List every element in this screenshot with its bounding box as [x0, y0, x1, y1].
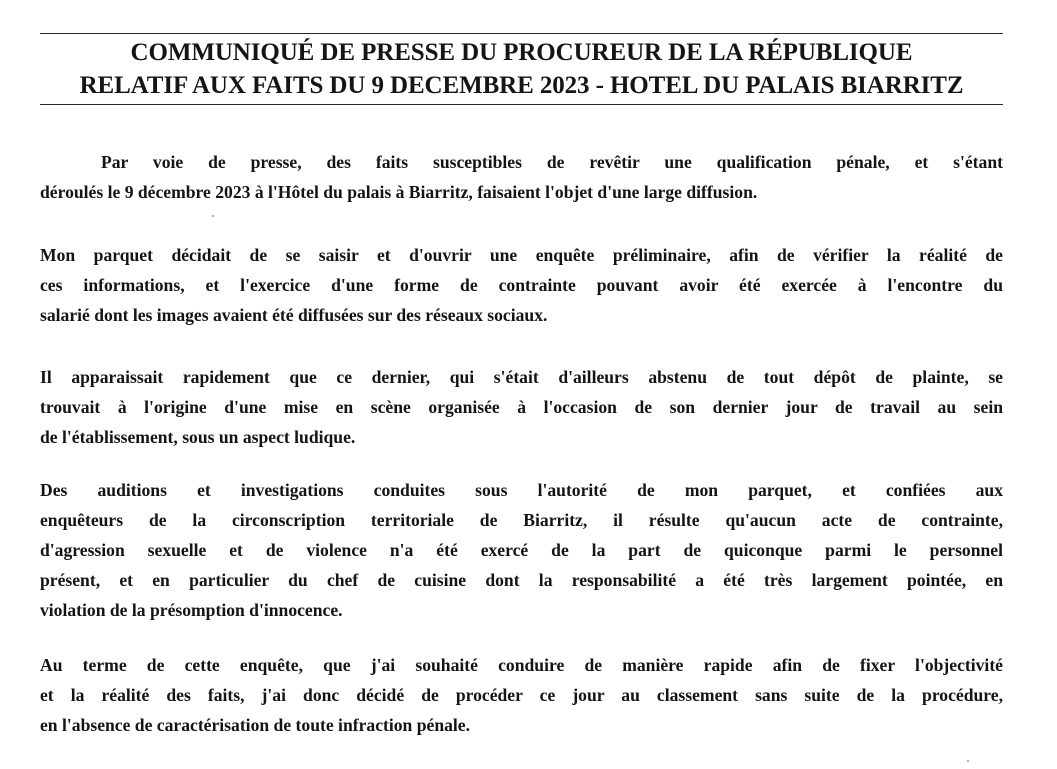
paragraph-line: ces informations, et l'exercice d'une forme de contrainte pouvant avoir été exercée à l'encontre du: [40, 275, 1003, 295]
paragraph-1: [40, 147, 1003, 207]
paragraph-line: enquêteurs de la circonscription territoriale de Biarritz, il résulte qu'aucun acte de contrainte,: [40, 510, 1003, 530]
paragraph-line: déroulés le 9 décembre 2023 à l'Hôtel du palais à Biarritz, faisaient l'objet d'une large diffusion.: [40, 182, 758, 202]
paragraph-3: [40, 362, 1003, 452]
paragraph-line: et la réalité des faits, j'ai donc décidé de procéder ce jour au classement sans suite de la procédure,: [40, 685, 1003, 705]
title-line-1: COMMUNIQUÉ DE PRESSE DU PROCUREUR DE LA RÉPUBLIQUE: [130, 39, 913, 66]
title-line-2: RELATIF AUX FAITS DU 9 DECEMBRE 2023 - HOTEL DU PALAIS BIARRITZ: [79, 72, 964, 99]
paragraph-4: [40, 475, 1003, 625]
paragraph-line: trouvait à l'origine d'une mise en scène organisée à l'occasion de son dernier jour de travail au sein: [40, 397, 1003, 417]
paragraph-5: [40, 650, 1003, 740]
paragraph-line: Mon parquet décidait de se saisir et d'ouvrir une enquête préliminaire, afin de vérifier la réalité de: [40, 245, 1003, 265]
paragraph-line: salarié dont les images avaient été diffusées sur des réseaux sociaux.: [40, 305, 548, 325]
scan-speck: [212, 215, 214, 217]
paragraph-line: Au terme de cette enquête, que j'ai souhaité conduire de manière rapide afin de fixer l'objectivité: [40, 655, 1003, 675]
paragraph-line: Il apparaissait rapidement que ce dernier, qui s'était d'ailleurs abstenu de tout dépôt de plainte, se: [40, 367, 1003, 387]
scan-speck: [967, 760, 969, 762]
paragraph-line: de l'établissement, sous un aspect ludique.: [40, 427, 356, 447]
paragraph-line: Des auditions et investigations conduites sous l'autorité de mon parquet, et confiées aux: [40, 480, 1003, 500]
paragraph-line: violation de la présomption d'innocence.: [40, 600, 343, 620]
document-title: [40, 36, 1003, 102]
title-bottom-rule: [40, 104, 1003, 105]
paragraph-line: en l'absence de caractérisation de toute infraction pénale.: [40, 715, 470, 735]
paragraph-line: d'agression sexuelle et de violence n'a été exercé de la part de quiconque parmi le personnel: [40, 540, 1003, 560]
paragraph-2: [40, 240, 1003, 330]
paragraph-line: présent, et en particulier du chef de cuisine dont la responsabilité a été très largement pointée, en: [40, 570, 1003, 590]
paragraph-line: Par voie de presse, des faits susceptibles de revêtir une qualification pénale, et s'étant: [101, 152, 1003, 172]
title-top-rule: [40, 33, 1003, 34]
